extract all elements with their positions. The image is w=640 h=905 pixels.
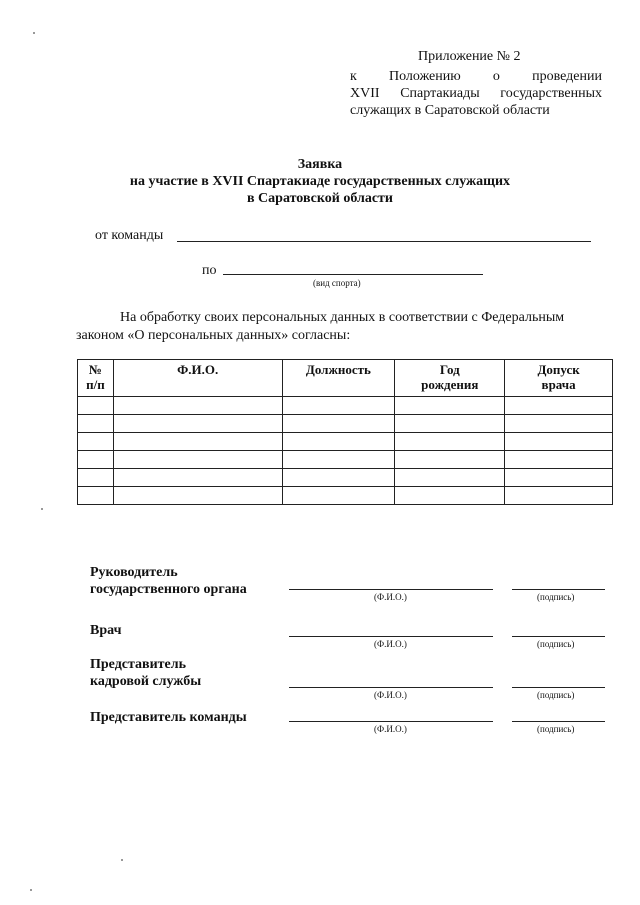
table-row (78, 415, 613, 433)
appendix-word: XVII (350, 86, 380, 101)
sign-line-team[interactable] (512, 721, 605, 722)
table-cell[interactable] (78, 487, 114, 505)
header-position (282, 360, 395, 397)
table-row (78, 451, 613, 469)
signature-label-head (90, 564, 247, 598)
table-row (78, 469, 613, 487)
signature-label-text: Руководитель (90, 565, 178, 580)
fio-caption: (Ф.И.О.) (374, 690, 407, 700)
scan-speck (33, 32, 35, 34)
table-row (78, 397, 613, 415)
appendix-word: государственных (500, 86, 602, 101)
document-subtitle-line-1: на участие в XVII Спартакиаде государственных служащих (129, 174, 511, 189)
table-cell[interactable] (282, 433, 395, 451)
table-cell[interactable] (505, 415, 613, 433)
appendix-title: Приложение № 2 (418, 49, 521, 64)
signature-label-doctor (90, 622, 121, 639)
table-cell[interactable] (395, 487, 505, 505)
header-text: Допуск (537, 362, 580, 377)
document-title: Заявка (297, 157, 343, 172)
table-cell[interactable] (505, 433, 613, 451)
signature-label-text: Врач (90, 623, 122, 638)
team-label: от команды (95, 228, 164, 243)
header-text: Ф.И.О. (177, 362, 219, 377)
header-doctor-admission (505, 360, 613, 397)
sign-line-doctor[interactable] (512, 636, 605, 637)
fio-line-doctor[interactable] (289, 636, 493, 637)
signature-label-hr (90, 656, 201, 690)
consent-text: На обработку своих персональных данных в соответствии с Федеральным (120, 310, 565, 325)
sign-caption: (подпись) (537, 639, 575, 649)
signature-label-text: государственного органа (90, 582, 247, 597)
appendix-word: Спартакиады (400, 86, 480, 101)
appendix-line-1 (350, 68, 602, 85)
sign-caption: (подпись) (537, 592, 575, 602)
header-birth-year (395, 360, 505, 397)
header-text: п/п (86, 377, 105, 392)
appendix-line-3: служащих в Саратовской области (350, 103, 550, 118)
table-cell[interactable] (395, 433, 505, 451)
table-cell[interactable] (113, 451, 282, 469)
table-cell[interactable] (395, 415, 505, 433)
fio-caption: (Ф.И.О.) (374, 592, 407, 602)
table-cell[interactable] (78, 397, 114, 415)
table-cell[interactable] (395, 469, 505, 487)
team-input-line[interactable] (177, 241, 591, 242)
sign-line-hr[interactable] (512, 687, 605, 688)
consent-line-1 (76, 309, 604, 327)
header-fio (113, 360, 282, 397)
scan-speck (121, 859, 123, 861)
table-cell[interactable] (282, 415, 395, 433)
table-cell[interactable] (113, 487, 282, 505)
consent-line-2: законом «О персональных данных» согласны: (76, 328, 351, 343)
signature-label-text: Представитель команды (90, 710, 247, 725)
sign-line-head[interactable] (512, 589, 605, 590)
table-cell[interactable] (282, 487, 395, 505)
sign-caption: (подпись) (537, 690, 575, 700)
header-text: № (88, 362, 102, 377)
sport-caption: (вид спорта) (313, 278, 361, 288)
table-cell[interactable] (113, 469, 282, 487)
participants-table (77, 359, 613, 505)
fio-line-head[interactable] (289, 589, 493, 590)
table-row (78, 487, 613, 505)
scan-speck (41, 508, 43, 510)
signature-label-team (90, 709, 247, 726)
signature-label-text: Представитель (90, 657, 187, 672)
table-cell[interactable] (395, 397, 505, 415)
fio-line-hr[interactable] (289, 687, 493, 688)
sport-label: по (202, 263, 217, 278)
table-cell[interactable] (505, 487, 613, 505)
table-cell[interactable] (113, 415, 282, 433)
header-number (78, 360, 114, 397)
scan-speck (30, 889, 32, 891)
sign-caption: (подпись) (537, 724, 575, 734)
header-text: врача (541, 377, 576, 392)
table-cell[interactable] (282, 469, 395, 487)
table-header-row (78, 360, 613, 397)
table-cell[interactable] (505, 397, 613, 415)
table-row (78, 433, 613, 451)
table-cell[interactable] (395, 451, 505, 469)
fio-caption: (Ф.И.О.) (374, 724, 407, 734)
table-cell[interactable] (282, 397, 395, 415)
fio-caption: (Ф.И.О.) (374, 639, 407, 649)
fio-line-team[interactable] (289, 721, 493, 722)
appendix-word: о (492, 69, 500, 84)
table-cell[interactable] (113, 433, 282, 451)
signature-label-text: кадровой службы (90, 674, 202, 689)
appendix-word: к (350, 69, 357, 84)
table-cell[interactable] (78, 451, 114, 469)
table-cell[interactable] (505, 451, 613, 469)
appendix-word: проведении (532, 69, 602, 84)
table-cell[interactable] (78, 415, 114, 433)
sport-input-line[interactable] (223, 274, 483, 275)
table-cell[interactable] (78, 433, 114, 451)
table-cell[interactable] (113, 397, 282, 415)
header-text: Должность (305, 362, 371, 377)
document-subtitle-line-2: в Саратовской области (247, 191, 393, 206)
table-cell[interactable] (78, 469, 114, 487)
table-cell[interactable] (505, 469, 613, 487)
header-text: Год (439, 362, 460, 377)
appendix-line-2 (350, 85, 602, 102)
appendix-word: Положению (389, 69, 461, 84)
table-cell[interactable] (282, 451, 395, 469)
header-text: рождения (421, 377, 479, 392)
